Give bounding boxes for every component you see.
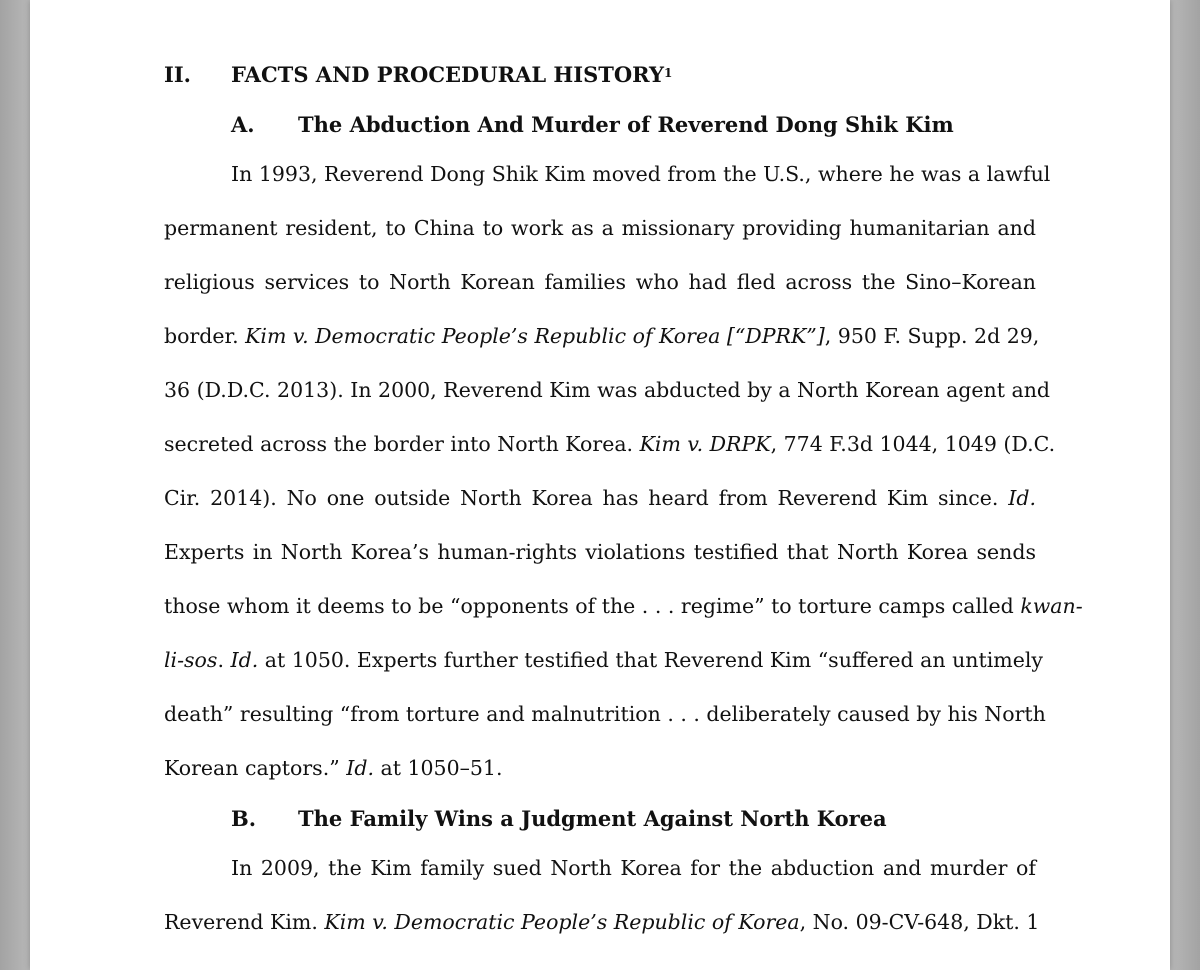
document-page: [30, 0, 1170, 970]
subsection-a-title: The Abduction And Murder of Reverend Dong Shik Kim: [298, 112, 954, 137]
para-a-line-10: [164, 646, 1044, 674]
case-citation: Kim v. Democratic People’s Republic of Korea: [324, 910, 800, 934]
para-b-line-2: [164, 908, 1040, 936]
para-a-line-2: permanent resident, to China to work as a missionary providing humanitarian and: [164, 216, 1036, 240]
text-run: those whom it deems to be “opponents of the . . . regime” to torture camps called: [164, 594, 1021, 618]
text-run: at 1050–51.: [373, 756, 503, 780]
para-a-line-4: [164, 322, 1040, 350]
para-a-line-3: religious services to North Korean families who had fled across the Sino–Korean: [164, 270, 1036, 294]
para-a-line-7: [164, 484, 1036, 512]
italic-term: li-sos: [164, 648, 218, 672]
text-run: at 1050. Experts further testified that Reverend Kim “suffered an untimely: [258, 648, 1044, 672]
para-a-line-9: [164, 592, 1083, 620]
para-a-line-12: [164, 754, 1036, 782]
para-a-line-6: [164, 430, 1056, 458]
section-number: II.: [164, 62, 191, 87]
text-run: , 774 F.3d 1044, 1049 (D.C.: [770, 432, 1056, 456]
para-a-line-8: Experts in North Korea’s human-rights violations testified that North Korea sends: [164, 540, 1036, 564]
para-a-line-11: death” resulting “from torture and malnutrition . . . deliberately caused by his North: [164, 702, 1046, 726]
section-title: [231, 61, 672, 89]
footnote-ref[interactable]: 1: [663, 66, 673, 80]
subsection-b-letter: B.: [231, 806, 257, 831]
subsection-a-letter: A.: [231, 112, 255, 137]
case-citation: Kim v. DRPK: [639, 432, 771, 456]
text-run: border.: [164, 324, 246, 348]
text-run: , 950 F. Supp. 2d 29,: [824, 324, 1040, 348]
case-citation: Kim v. Democratic People’s Republic of Korea [“DPRK”]: [245, 324, 825, 348]
italic-term: kwan-: [1020, 594, 1083, 618]
section-title-text: FACTS AND PROCEDURAL HISTORY: [231, 62, 664, 87]
para-a-line-1: In 1993, Reverend Dong Shik Kim moved from the U.S., where he was a lawful: [231, 162, 1051, 186]
text-run: secreted across the border into North Korea.: [164, 432, 640, 456]
subsection-b-title: The Family Wins a Judgment Against North Korea: [298, 806, 887, 831]
id-citation: Id.: [1008, 486, 1036, 510]
id-citation: Id.: [346, 756, 374, 780]
id-citation: Id.: [230, 648, 259, 672]
para-a-line-5: 36 (D.D.C. 2013). In 2000, Reverend Kim was abducted by a North Korean agent and: [164, 378, 1051, 402]
para-b-line-1: In 2009, the Kim family sued North Korea for the abduction and murder of: [231, 856, 1036, 880]
text-run: .: [217, 648, 231, 672]
text-run: Reverend Kim.: [164, 910, 325, 934]
text-run: , No. 09-CV-648, Dkt. 1: [799, 910, 1040, 934]
text-run: Korean captors.”: [164, 756, 347, 780]
text-run: Cir. 2014). No one outside North Korea has heard from Reverend Kim since.: [164, 486, 1009, 510]
